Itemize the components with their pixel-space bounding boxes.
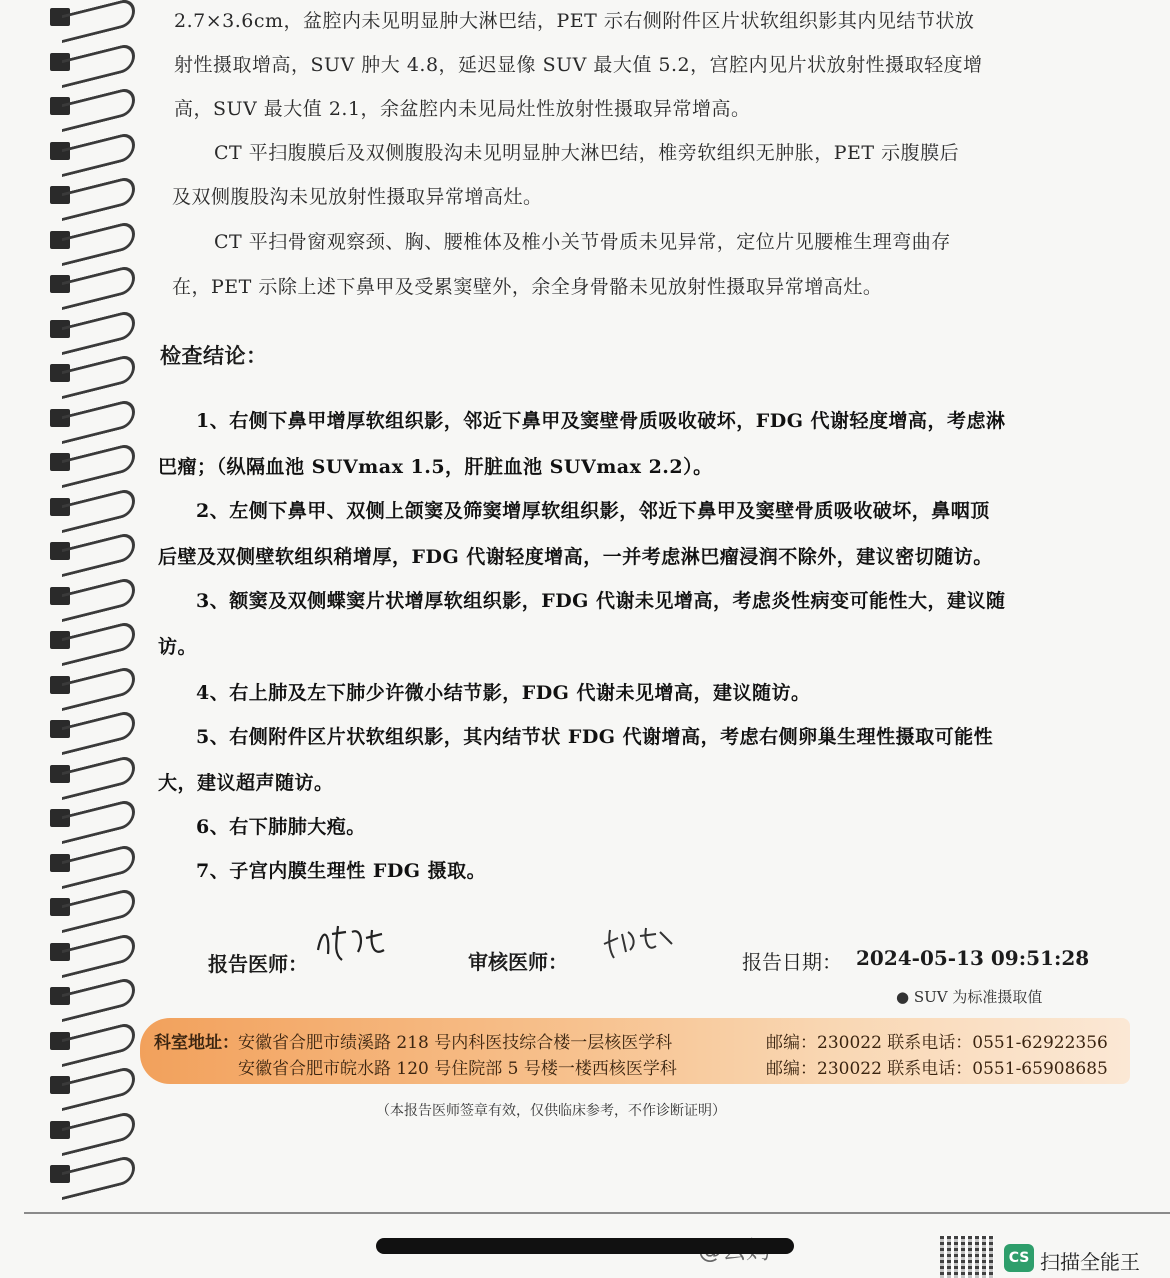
conclusion-item: 7、子宫内膜生理性 FDG 摄取。 [196, 860, 487, 882]
conclusion-item: 4、右上肺及左下肺少许微小结节影，FDG 代谢未见增高，建议随访。 [196, 682, 811, 704]
binding-ring [44, 93, 128, 123]
disclaimer: （本报告医师签章有效，仅供临床参考，不作诊断证明） [376, 1103, 726, 1119]
findings-line: 2.7×3.6cm，盆腔内未见明显肿大淋巴结，PET 示右侧附件区片状软组织影其内见结节状放 [174, 10, 975, 32]
qr-code-icon [940, 1236, 994, 1278]
binding-ring [44, 1161, 128, 1191]
reporter-label: 报告医师： [208, 952, 308, 976]
binding-ring [44, 1072, 128, 1102]
findings-line: 及双侧腹股沟未见放射性摄取异常增高灶。 [172, 186, 543, 208]
address-line-2: 安徽省合肥市皖水路 120 号住院部 5 号楼一楼西核医学科 [238, 1059, 677, 1079]
binding-ring [44, 449, 128, 479]
binding-ring [44, 538, 128, 568]
findings-line: 射性摄取增高，SUV 肿大 4.8，延迟显像 SUV 最大值 5.2，宫腔内见片状放射性摄取轻度增 [174, 54, 983, 76]
conclusion-heading: 检查结论： [160, 343, 268, 368]
findings-line: 在，PET 示除上述下鼻甲及受累窦壁外，余全身骨骼未见放射性摄取异常增高灶。 [172, 276, 883, 298]
binding-ring [44, 227, 128, 257]
report-date-value: 2024-05-13 09:51:28 [856, 946, 1090, 970]
contact-line-2: 邮编：230022 联系电话：0551-65908685 [766, 1059, 1108, 1079]
binding-ring [44, 850, 128, 880]
report-date-label: 报告日期： [742, 950, 842, 974]
camscanner-logo-icon: CS [1004, 1244, 1034, 1272]
binding-ring [44, 49, 128, 79]
conclusion-item: 访。 [158, 636, 198, 658]
page-bottom-edge [24, 1212, 1170, 1214]
reporter-signature [312, 920, 392, 966]
conclusion-item: 6、右下肺肺大疱。 [196, 816, 366, 838]
binding-ring [44, 716, 128, 746]
address-label: 科室地址： [154, 1033, 239, 1053]
conclusion-item: 5、右侧附件区片状软组织影，其内结节状 FDG 代谢增高，考虑右侧卵巢生理性摄取可能性 [196, 726, 994, 748]
suv-note: ● SUV 为标准摄取值 [896, 988, 1043, 1006]
binding-ring [44, 494, 128, 524]
reviewer-label: 审核医师： [468, 950, 568, 974]
binding-ring [44, 983, 128, 1013]
binding-ring [44, 805, 128, 835]
address-line-1: 安徽省合肥市绩溪路 218 号内科医技综合楼一层核医学科 [238, 1033, 673, 1053]
binding-ring [44, 182, 128, 212]
spiral-binding [30, 0, 130, 1210]
binding-ring [44, 271, 128, 301]
binding-ring [44, 627, 128, 657]
findings-line: CT 平扫腹膜后及双侧腹股沟未见明显肿大淋巴结，椎旁软组织无肿胀，PET 示腹膜后 [214, 142, 960, 164]
binding-ring [44, 316, 128, 346]
home-indicator-bar[interactable] [376, 1238, 794, 1254]
app-name: 扫描全能王 [1040, 1250, 1140, 1274]
conclusion-item: 3、额窦及双侧蝶窦片状增厚软组织影，FDG 代谢未见增高，考虑炎性病变可能性大，建议随 [196, 590, 1006, 612]
conclusion-item: 巴瘤；（纵隔血池 SUVmax 1.5，肝脏血池 SUVmax 2.2）。 [158, 456, 713, 478]
binding-ring [44, 894, 128, 924]
binding-ring [44, 138, 128, 168]
binding-ring [44, 1028, 128, 1058]
binding-ring [44, 672, 128, 702]
reviewer-signature [600, 922, 676, 962]
binding-ring [44, 405, 128, 435]
conclusion-item: 2、左侧下鼻甲、双侧上颌窦及筛窦增厚软组织影，邻近下鼻甲及窦壁骨质吸收破坏，鼻咽顶 [196, 500, 990, 522]
binding-ring [44, 360, 128, 390]
conclusion-item: 1、右侧下鼻甲增厚软组织影，邻近下鼻甲及窦壁骨质吸收破坏，FDG 代谢轻度增高，考虑淋 [196, 410, 1006, 432]
conclusion-item: 大，建议超声随访。 [158, 772, 334, 794]
binding-ring [44, 761, 128, 791]
binding-ring [44, 1117, 128, 1147]
binding-ring [44, 583, 128, 613]
findings-line: 高，SUV 最大值 2.1，余盆腔内未见局灶性放射性摄取异常增高。 [174, 98, 751, 120]
conclusion-item: 后壁及双侧壁软组织稍增厚，FDG 代谢轻度增高，一并考虑淋巴瘤浸润不除外，建议密切随访。 [158, 546, 993, 568]
binding-ring [44, 4, 128, 34]
binding-ring [44, 939, 128, 969]
findings-line: CT 平扫骨窗观察颈、胸、腰椎体及椎小关节骨质未见异常，定位片见腰椎生理弯曲存 [214, 231, 951, 253]
contact-line-1: 邮编：230022 联系电话：0551-62922356 [766, 1033, 1108, 1053]
